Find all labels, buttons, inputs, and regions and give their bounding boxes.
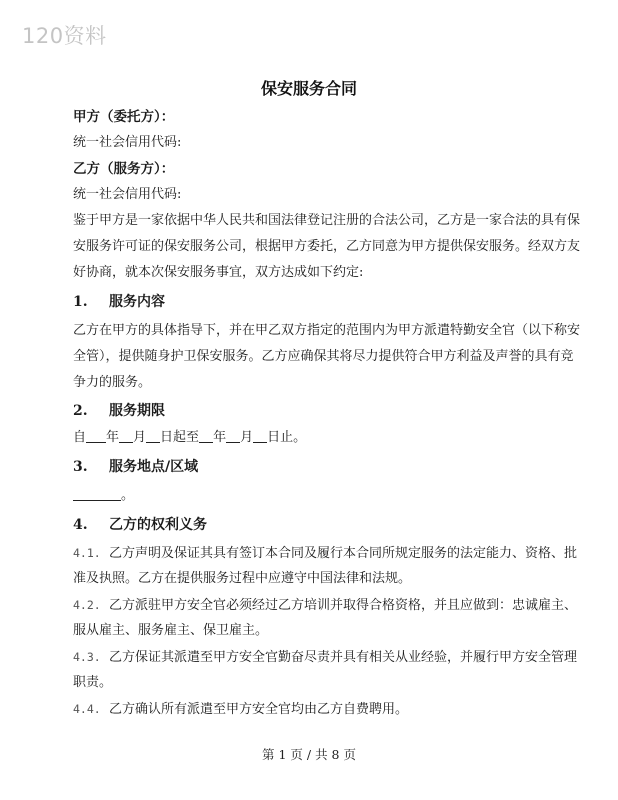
section-heading-service-location: [73, 455, 563, 479]
blank-field[interactable]: [226, 428, 240, 443]
section-heading-service-content: [73, 290, 563, 314]
clause-text: 乙方派驻甲方安全官必须经过乙方培训并取得合格资格，并且应做到：忠诚雇主、: [109, 598, 578, 613]
clause-text: 乙方保证其派遣至甲方安全官勤奋尽责并具有相关从业经验，并履行甲方安全管理: [109, 650, 578, 665]
party-a-label: 甲方（委托方）：: [73, 109, 175, 125]
blank-field[interactable]: [73, 486, 121, 501]
period-text: 年: [106, 430, 120, 445]
period-text: 日起至: [160, 430, 200, 445]
clause-text: 乙方声明及保证其具有签订本合同及履行本合同所规定服务的法定能力、资格、批: [109, 546, 578, 561]
section-title: 服务期限: [109, 403, 165, 419]
period-text: 月: [133, 430, 147, 445]
blank-field[interactable]: [199, 428, 213, 443]
period-text: 月: [240, 430, 254, 445]
section-heading-service-period: [73, 399, 563, 423]
clause-line: 准及执照。乙方在提供服务过程中应遵守中国法律和法规。: [73, 571, 412, 586]
preamble-line: 安服务许可证的保安服务公司，根据甲方委托，乙方同意为甲方提供保安服务。经双方友: [73, 239, 581, 254]
section-text-line: 全管），提供随身护卫保安服务。乙方应确保其将尽力提供符合甲方利益及声誉的具有竞: [73, 349, 574, 364]
section-text-line: 乙方在甲方的具体指导下，并在甲乙双方指定的范围内为甲方派遣特勤安全官（以下称安: [73, 323, 581, 338]
end-mark: 。: [121, 488, 135, 503]
section-title: 乙方的权利义务: [109, 517, 207, 533]
clause-number: 4.2.: [73, 598, 101, 612]
clause-line: [73, 645, 578, 670]
blank-field[interactable]: [86, 428, 106, 443]
document-title: 保安服务合同: [260, 79, 357, 98]
clause-line: 职责。: [73, 675, 113, 690]
clause-line: [73, 697, 563, 722]
clause-number: 4.4.: [73, 702, 101, 716]
service-period-line: [73, 426, 563, 450]
preamble-line: 鉴于甲方是一家依据中华人民共和国法律登记注册的合法公司，乙方是一家合法的具有保: [73, 213, 581, 228]
section-number: 4.: [73, 517, 88, 533]
service-location-line: [73, 484, 563, 508]
clause-number: 4.3.: [73, 650, 101, 664]
clause-line: 服从雇主、服务雇主、保卫雇主。: [73, 623, 269, 638]
watermark: 120资料: [22, 24, 107, 48]
section-number: 3.: [73, 459, 88, 475]
clause-text: 乙方确认所有派遣至甲方安全官均由乙方自费聘用。: [109, 702, 409, 717]
section-text-line: 争力的服务。: [73, 375, 152, 390]
period-text: 日止。: [267, 430, 307, 445]
section-number: 2.: [73, 403, 88, 419]
section-title: 服务地点/区域: [109, 459, 199, 475]
period-text: 自: [73, 430, 87, 445]
clause-line: [73, 593, 578, 618]
party-a-credit-code: 统一社会信用代码:: [73, 135, 182, 150]
blank-field[interactable]: [253, 428, 267, 443]
clause-line: [73, 541, 578, 566]
party-b-label: 乙方（服务方）：: [73, 161, 175, 177]
blank-field[interactable]: [119, 428, 133, 443]
section-number: 1.: [73, 294, 88, 310]
preamble-line: 好协商，就本次保安服务事宜，双方达成如下约定:: [73, 265, 364, 280]
section-title: 服务内容: [109, 294, 165, 310]
blank-field[interactable]: [146, 428, 160, 443]
clause-number: 4.1.: [73, 546, 101, 560]
page-footer: 第 1 页 / 共 8 页: [262, 747, 356, 762]
section-heading-party-b-rights: [73, 513, 563, 537]
period-text: 年: [213, 430, 227, 445]
party-b-credit-code: 统一社会信用代码:: [73, 187, 182, 202]
